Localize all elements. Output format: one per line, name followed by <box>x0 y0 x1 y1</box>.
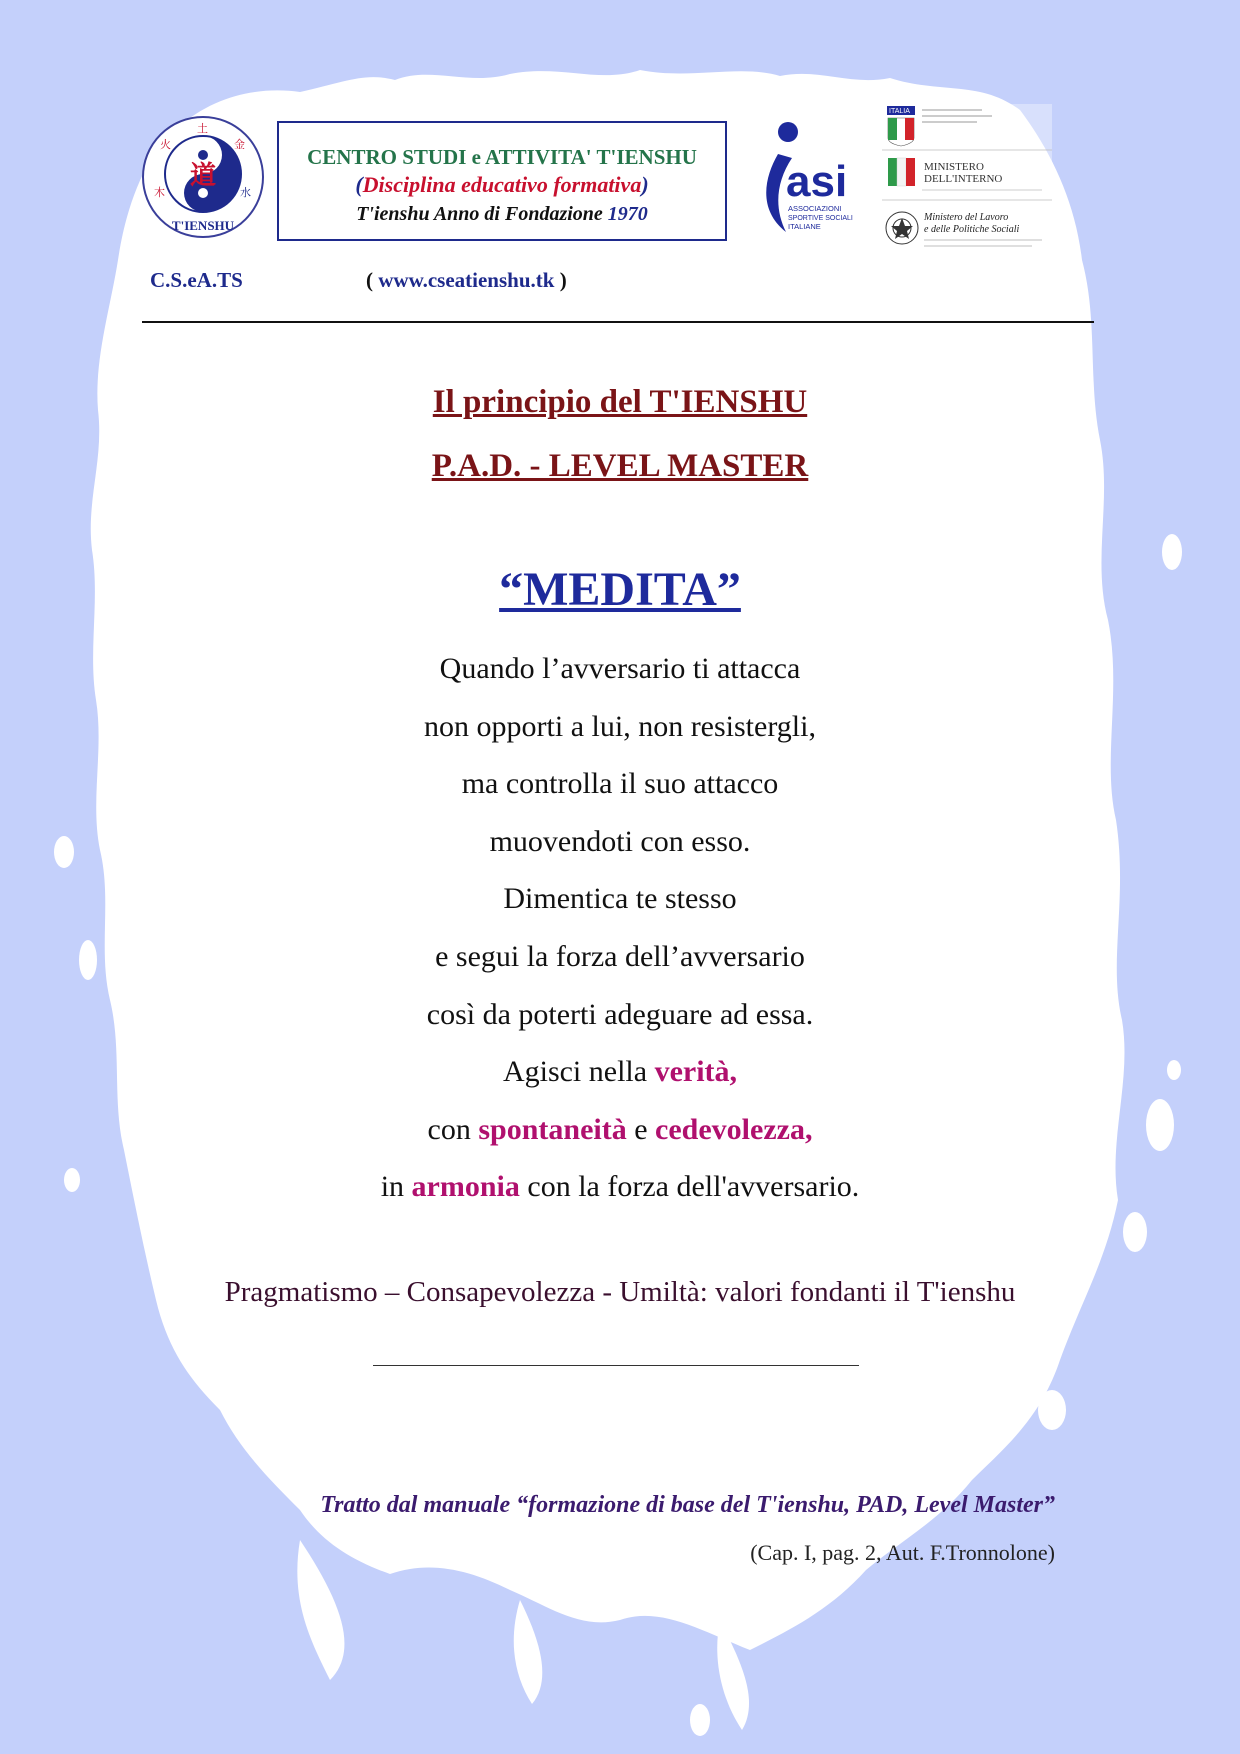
main-title: “MEDITA” <box>499 563 741 616</box>
poem-line <box>0 1101 1240 1159</box>
poem-text: e <box>626 1112 656 1146</box>
ministry-lavoro-line-1: Ministero del Lavoro <box>924 212 1009 223</box>
institutional-logos <box>882 104 1052 256</box>
highlight-cedevolezza: cedevolezza, <box>655 1112 813 1146</box>
title-level: P.A.D. - LEVEL MASTER <box>431 448 809 484</box>
asi-logo-text: asi <box>786 157 848 206</box>
svg-text:土: 土 <box>197 122 208 135</box>
svg-text:木: 木 <box>154 186 165 199</box>
poem-text: con la forza dell'avversario. <box>519 1170 860 1204</box>
org-abbreviation: C.S.eA.TS <box>150 268 243 292</box>
poem-line <box>0 1158 1240 1216</box>
title-principle: Il principio del T'IENSHU <box>432 384 808 420</box>
ministry-lavoro-line-2: e delle Politiche Sociali <box>924 224 1020 235</box>
discipline-text: Disciplina educativo formativa <box>362 172 642 197</box>
website-open: ( <box>366 268 373 292</box>
discipline-close: ) <box>641 172 649 197</box>
website-close: ) <box>559 268 567 292</box>
poem-line: così da poterti adeguare ad essa. <box>426 997 814 1031</box>
asi-subtext-3: ITALIANE <box>788 222 821 231</box>
poem-line: Dimentica te stesso <box>503 882 737 916</box>
header-divider <box>142 321 1094 323</box>
founded-prefix: T'ienshu Anno di Fondazione <box>356 203 603 225</box>
asi-subtext-2: SPORTIVE SOCIALI <box>788 215 853 222</box>
poem <box>0 640 1240 1216</box>
ministry-interno-line-2: DELL'INTERNO <box>924 173 1003 185</box>
highlight-spontaneita: spontaneità <box>478 1112 627 1146</box>
svg-text:金: 金 <box>234 138 245 151</box>
tienshu-logo-text: T'IENSHU <box>171 218 235 233</box>
poem-text: Agisci nella <box>502 1055 655 1089</box>
source-note: Tratto dal manuale “formazione di base del T'ienshu, PAD, Level Master” <box>320 1492 1055 1518</box>
poem-text: con <box>427 1112 479 1146</box>
highlight-armonia: armonia <box>411 1170 520 1204</box>
ministry-interno-line-1: MINISTERO <box>924 161 984 173</box>
motto: Pragmatismo – Consapevolezza - Umiltà: valori fondanti il T'ienshu <box>224 1276 1016 1308</box>
discipline-line <box>279 171 725 199</box>
org-name: CENTRO STUDI e ATTIVITA' T'IENSHU <box>307 145 697 169</box>
highlight-verita: verità, <box>654 1055 738 1089</box>
svg-text:火: 火 <box>160 138 171 151</box>
coni-label: ITALIA <box>889 108 910 115</box>
founded-line <box>279 199 725 229</box>
svg-text:水: 水 <box>240 186 251 199</box>
header-box <box>277 121 727 241</box>
poem-line <box>0 1043 1240 1101</box>
discipline-open: ( <box>355 172 363 197</box>
citation: (Cap. I, pag. 2, Aut. F.Tronnolone) <box>750 1540 1055 1565</box>
poem-line: Quando l’avversario ti attacca <box>439 652 801 685</box>
poem-text: in <box>380 1170 412 1204</box>
motto-divider <box>373 1365 859 1366</box>
poem-line: non opporti a lui, non resistergli, <box>424 709 816 743</box>
poem-line: ma controlla il suo attacco <box>461 767 779 801</box>
asi-subtext-1: ASSOCIAZIONI <box>788 204 842 213</box>
tienshu-logo <box>140 114 266 240</box>
poem-line: muovendoti con esso. <box>489 824 751 858</box>
svg-text:道: 道 <box>190 161 217 191</box>
website-link[interactable]: www.cseatienshu.tk <box>378 268 555 292</box>
founded-year: 1970 <box>607 203 648 225</box>
asi-logo <box>752 118 862 238</box>
poem-line: e segui la forza dell’avversario <box>435 939 805 973</box>
website-line <box>366 268 567 293</box>
